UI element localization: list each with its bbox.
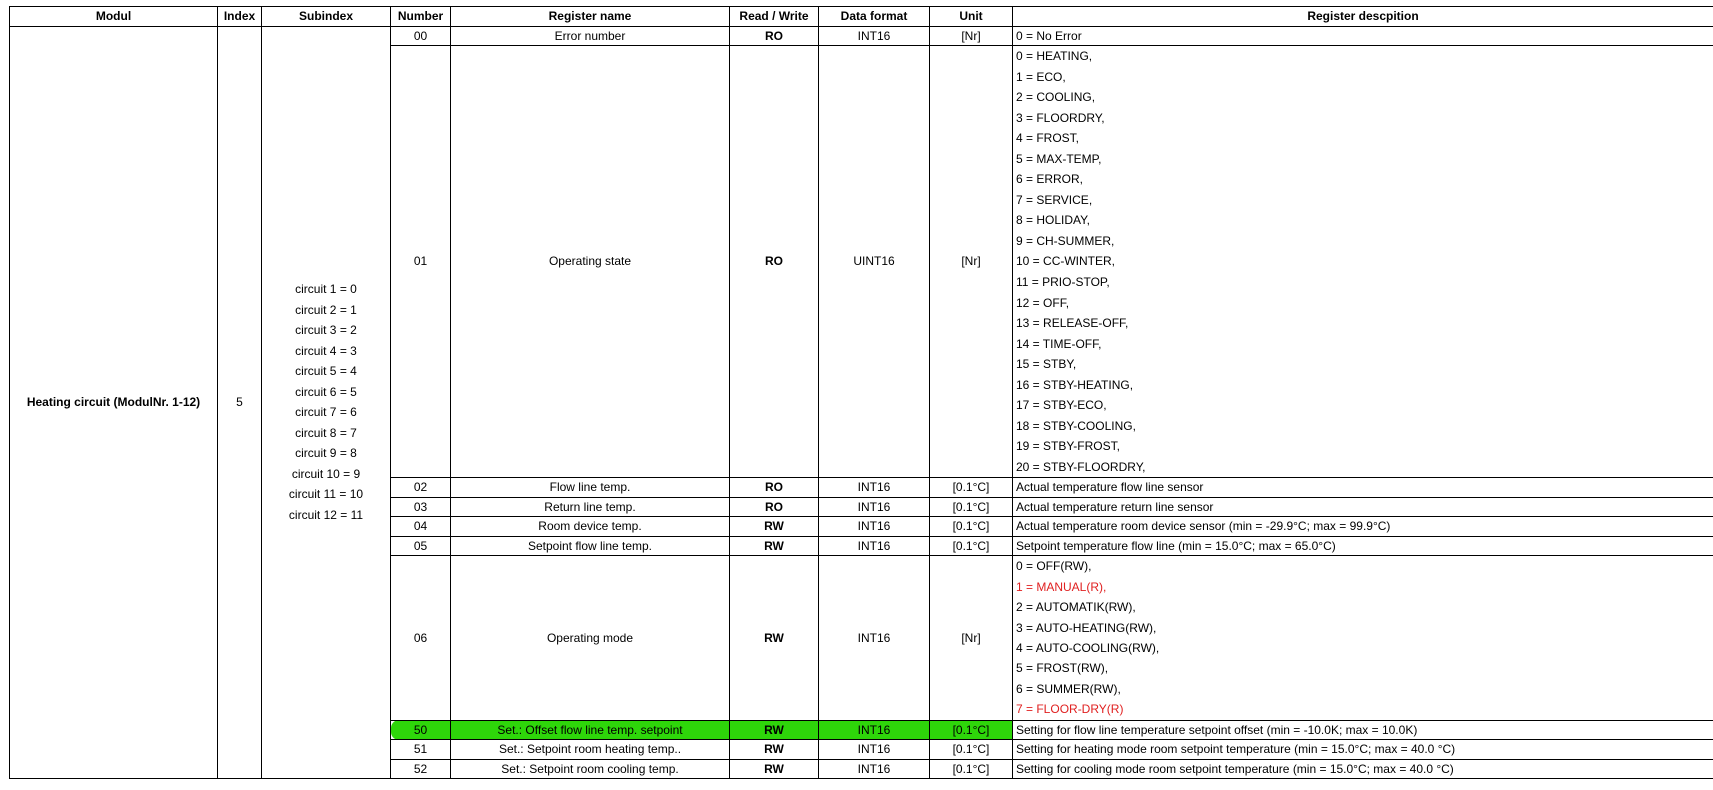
description-cell: Actual temperature room device sensor (min = -29.9°C; max = 99.9°C): [1013, 517, 1713, 537]
number-cell: 04: [391, 517, 451, 537]
unit-cell: [0.1°C]: [930, 478, 1013, 498]
col-header-subindex: Subindex: [262, 7, 391, 27]
format-cell: INT16: [819, 497, 930, 517]
subindex-item: circuit 10 = 9: [291, 466, 361, 481]
rw-cell: RW: [730, 720, 819, 740]
format-cell: INT16: [819, 556, 930, 720]
unit-cell: [0.1°C]: [930, 720, 1013, 740]
register-table: [9, 6, 1713, 779]
col-header-read-write: Read / Write: [730, 7, 819, 27]
description-line-red: 7 = FLOOR-DRY(R): [1016, 702, 1124, 717]
number-cell: 51: [391, 740, 451, 760]
subindex-item: circuit 7 = 6: [295, 405, 357, 420]
description-line: 18 = STBY-COOLING,: [1016, 418, 1136, 433]
description-cell: Setting for heating mode room setpoint temperature (min = 15.0°C; max = 40.0 °C): [1013, 740, 1713, 760]
subindex-item: circuit 11 = 10: [288, 487, 364, 502]
rw-cell: RO: [730, 478, 819, 498]
number-cell: 05: [391, 536, 451, 556]
description-line: 2 = COOLING,: [1016, 90, 1096, 105]
col-header-modul: Modul: [10, 7, 218, 27]
description-line: 0 = HEATING,: [1016, 49, 1093, 63]
description-line: 2 = AUTOMATIK(RW),: [1016, 600, 1136, 615]
description-cell: 0 = No Error: [1013, 26, 1713, 46]
description-line: 11 = PRIO-STOP,: [1016, 275, 1110, 290]
description-line: 6 = ERROR,: [1016, 172, 1084, 187]
col-header-number: Number: [391, 7, 451, 27]
description-line: 12 = OFF,: [1016, 295, 1070, 310]
subindex-item: circuit 3 = 2: [295, 323, 357, 338]
description-line: 4 = AUTO-COOLING(RW),: [1016, 641, 1160, 656]
format-cell: INT16: [819, 720, 930, 740]
description-cell: Actual temperature return line sensor: [1013, 497, 1713, 517]
col-header-unit: Unit: [930, 7, 1013, 27]
register-name-cell: Flow line temp.: [451, 478, 730, 498]
description-line: 14 = TIME-OFF,: [1016, 336, 1102, 351]
format-cell: INT16: [819, 26, 930, 46]
module-subindex-cell: [262, 26, 391, 779]
unit-cell: [0.1°C]: [930, 497, 1013, 517]
description-line-red: 1 = MANUAL(R),: [1016, 579, 1107, 594]
subindex-item: circuit 2 = 1: [295, 302, 357, 317]
rw-cell: RO: [730, 497, 819, 517]
number-cell: 03: [391, 497, 451, 517]
description-line: 4 = FROST,: [1016, 131, 1080, 146]
number-cell: 01: [391, 46, 451, 478]
description-line: 1 = ECO,: [1016, 69, 1066, 84]
register-name-cell: Set.: Setpoint room cooling temp.: [451, 759, 730, 779]
register-name-cell: Operating state: [451, 46, 730, 478]
subindex-item: circuit 1 = 0: [295, 282, 357, 297]
format-cell: INT16: [819, 478, 930, 498]
register-name-cell: Return line temp.: [451, 497, 730, 517]
description-cell: Setting for cooling mode room setpoint temperature (min = 15.0°C; max = 40.0 °C): [1013, 759, 1713, 779]
register-name-cell: Setpoint flow line temp.: [451, 536, 730, 556]
register-name-cell: Operating mode: [451, 556, 730, 720]
subindex-item: circuit 12 = 11: [288, 507, 364, 522]
description-line: 13 = RELEASE-OFF,: [1016, 316, 1129, 331]
format-cell: INT16: [819, 517, 930, 537]
module-name-cell: Heating circuit (ModulNr. 1-12): [10, 26, 218, 779]
module-index-cell: 5: [218, 26, 262, 779]
rw-cell: RW: [730, 517, 819, 537]
description-line: 16 = STBY-HEATING,: [1016, 377, 1134, 392]
description-line: 0 = OFF(RW),: [1016, 559, 1092, 574]
unit-cell: [Nr]: [930, 556, 1013, 720]
rw-cell: RO: [730, 26, 819, 46]
description-cell: Setpoint temperature flow line (min = 15.0°C; max = 65.0°C): [1013, 536, 1713, 556]
header-row: [10, 7, 1713, 27]
unit-cell: [0.1°C]: [930, 759, 1013, 779]
rw-cell: RW: [730, 536, 819, 556]
register-name-cell: Room device temp.: [451, 517, 730, 537]
register-name-cell: Error number: [451, 26, 730, 46]
description-line: 19 = STBY-FROST,: [1016, 439, 1120, 454]
format-cell: INT16: [819, 759, 930, 779]
subindex-item: circuit 5 = 4: [295, 364, 357, 379]
description-line: 9 = CH-SUMMER,: [1016, 233, 1115, 248]
unit-cell: [Nr]: [930, 26, 1013, 46]
subindex-item: circuit 8 = 7: [295, 425, 357, 440]
description-list-cell: [1013, 556, 1713, 720]
description-line: 3 = FLOORDRY,: [1016, 110, 1105, 125]
number-cell: 02: [391, 478, 451, 498]
rw-cell: RW: [730, 740, 819, 760]
col-header-register-description: Register descpition: [1013, 7, 1713, 27]
rw-cell: RW: [730, 556, 819, 720]
unit-cell: [0.1°C]: [930, 740, 1013, 760]
col-header-register-name: Register name: [451, 7, 730, 27]
description-cell: Setting for flow line temperature setpoint offset (min = -10.0K; max = 10.0K): [1013, 720, 1713, 740]
table-row: [10, 26, 1713, 46]
description-cell: Actual temperature flow line sensor: [1013, 478, 1713, 498]
number-cell: 52: [391, 759, 451, 779]
unit-cell: [0.1°C]: [930, 536, 1013, 556]
format-cell: UINT16: [819, 46, 930, 478]
description-line: 15 = STBY,: [1016, 357, 1077, 372]
description-line: 7 = SERVICE,: [1016, 192, 1093, 207]
description-line: 6 = SUMMER(RW),: [1016, 681, 1121, 696]
description-line: 5 = FROST(RW),: [1016, 661, 1109, 676]
number-cell: 00: [391, 26, 451, 46]
col-header-index: Index: [218, 7, 262, 27]
format-cell: INT16: [819, 536, 930, 556]
description-line: 10 = CC-WINTER,: [1016, 254, 1116, 269]
number-cell: 06: [391, 556, 451, 720]
description-list-cell: [1013, 46, 1713, 478]
description-line: 20 = STBY-FLOORDRY,: [1016, 459, 1146, 474]
number-cell: 50: [391, 720, 451, 740]
register-name-cell: Set.: Offset flow line temp. setpoint: [451, 720, 730, 740]
subindex-item: circuit 4 = 3: [295, 343, 357, 358]
rw-cell: RO: [730, 46, 819, 478]
unit-cell: [Nr]: [930, 46, 1013, 478]
register-name-cell: Set.: Setpoint room heating temp..: [451, 740, 730, 760]
description-line: 3 = AUTO-HEATING(RW),: [1016, 620, 1157, 635]
description-line: 5 = MAX-TEMP,: [1016, 151, 1102, 166]
description-line: 8 = HOLIDAY,: [1016, 213, 1090, 228]
col-header-data-format: Data format: [819, 7, 930, 27]
rw-cell: RW: [730, 759, 819, 779]
subindex-item: circuit 9 = 8: [295, 446, 357, 461]
unit-cell: [0.1°C]: [930, 517, 1013, 537]
subindex-item: circuit 6 = 5: [295, 384, 357, 399]
description-line: 17 = STBY-ECO,: [1016, 398, 1107, 413]
format-cell: INT16: [819, 740, 930, 760]
